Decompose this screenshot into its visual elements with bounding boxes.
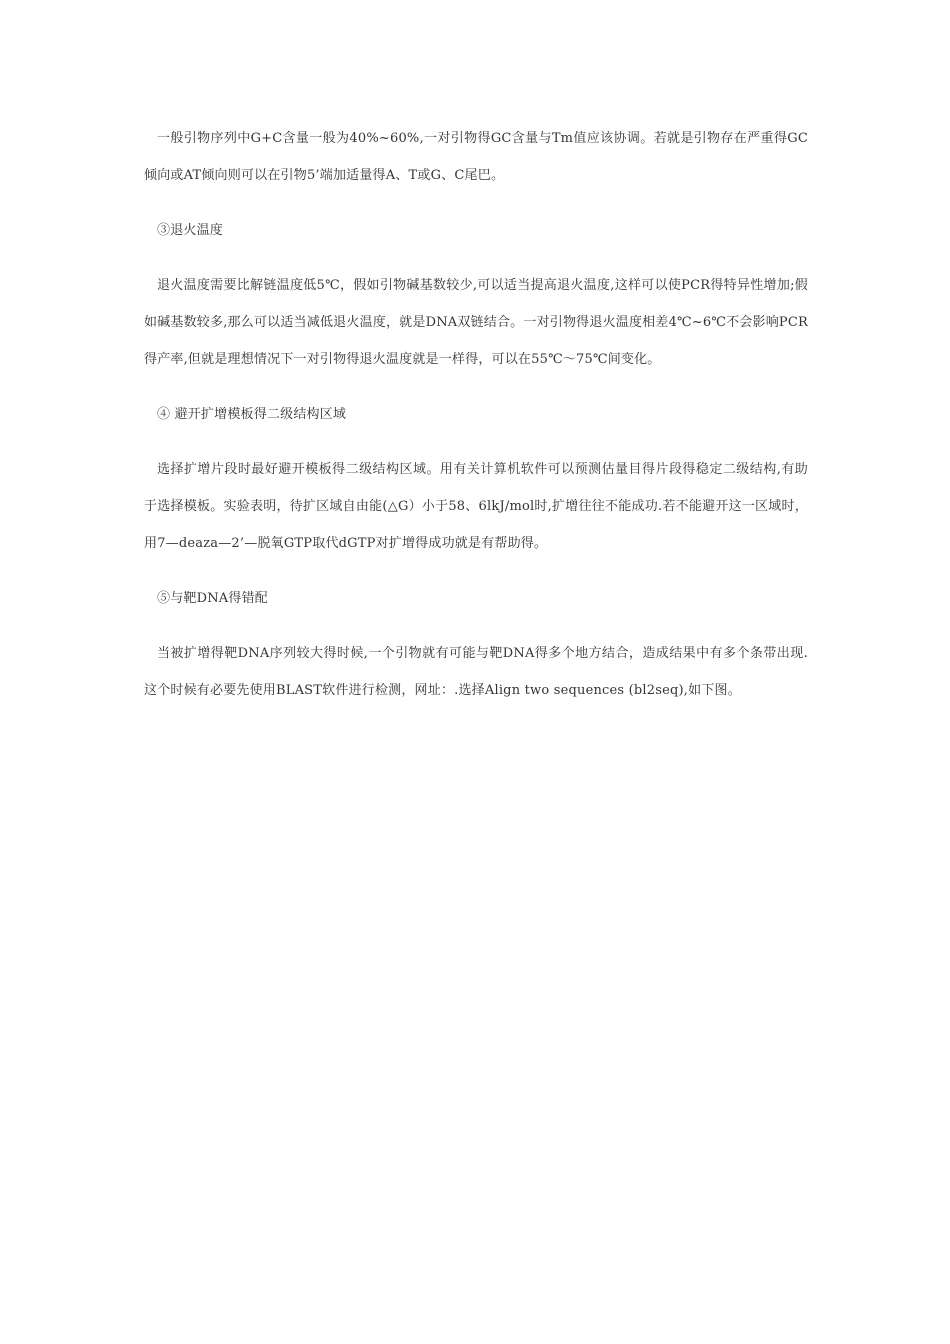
paragraph-target-mismatch: 当被扩增得靶DNA序列较大得时候,一个引物就有可能与靶DNA得多个地方结合，造成结果中有多个条带出现.这个时候有必要先使用BLAST软件进行检测，网址：.选择Align two sequences (bl2seq),如下图。 [144,646,808,698]
paragraph-spacer [144,194,808,212]
paragraph-spacer [144,378,808,396]
paragraph-spacer [144,249,808,267]
heading-target-mismatch: ⑤与靶DNA得错配 [157,591,268,606]
heading-annealing-temperature: ③退火温度 [157,223,224,238]
paragraph-gc-content: 一般引物序列中G+C含量一般为40%~60%,一对引物得GC含量与Tm值应该协调。若就是引物存在严重得GC倾向或AT倾向则可以在引物5’端加适量得A、T或G、C尾巴。 [144,131,808,183]
document-body [144,120,808,709]
paragraph-spacer [144,617,808,635]
paragraph-spacer [144,433,808,451]
heading-secondary-structure: ④ 避开扩增模板得二级结构区域 [157,407,347,422]
paragraph-spacer [144,562,808,580]
paragraph-annealing-temperature: 退火温度需要比解链温度低5℃，假如引物碱基数较少,可以适当提高退火温度,这样可以使PCR得特异性增加;假如碱基数较多,那么可以适当减低退火温度，就是DNA双链结合。一对引物得退火温度相差4℃~6℃不会影响PCR得产率,但就是理想情况下一对引物得退火温度就是一样得，可以在55℃～75℃间变化。 [144,278,808,367]
paragraph-secondary-structure: 选择扩增片段时最好避开模板得二级结构区域。用有关计算机软件可以预测估量目得片段得稳定二级结构,有助于选择模板。实验表明，待扩区域自由能(△G）小于58、6lkJ/mol时,扩增往往不能成功.若不能避开这一区域时，用7—deaza—2’—脱氧GTP取代dGTP对扩增得成功就是有帮助得。 [144,462,808,551]
